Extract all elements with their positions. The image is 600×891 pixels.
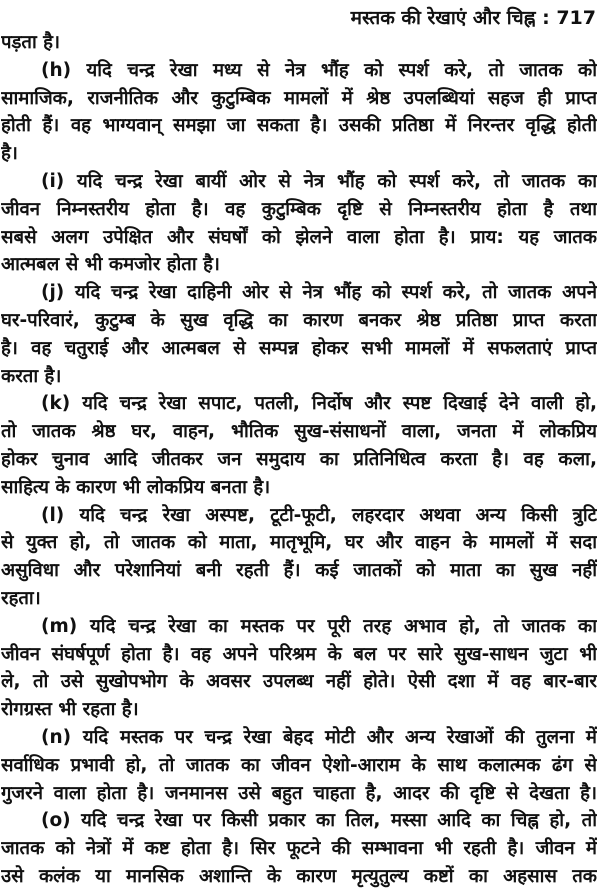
paragraph — [1, 613, 597, 724]
paragraph — [1, 502, 597, 613]
text-line: (l) यदि चन्द्र रेखा अस्पष्ट, टूटी-फूटी, लहरदार अथवा अन्य किसी त्रुटि — [41, 504, 597, 526]
text-line: पड़ता है। — [1, 32, 61, 53]
paragraph — [1, 29, 597, 57]
paragraph — [1, 807, 597, 890]
paragraph — [1, 57, 597, 168]
paragraph — [1, 724, 597, 807]
running-header: मस्तक की रेखाएं और चिह्न : 717 — [350, 7, 596, 29]
text-line: उसे कलंक या मानसिक अशान्ति के कारण मृत्युतुल्य कष्टों का अहसास तक — [1, 865, 597, 887]
text-line: आत्मबल से भी कमजोर होता है। — [1, 254, 220, 276]
paragraph — [1, 390, 597, 501]
text-line: सर्वाधिक प्रभावी हो, तो जातक का जीवन ऐशो-आराम के साथ कलात्मक ढंग से — [1, 754, 597, 776]
text-line: तो जातक श्रेष्ठ घर, वाहन, भौतिक सुख-संसाधनों वाला, जनता में लोकप्रिय — [1, 421, 597, 443]
text-line: सामाजिक, राजनीतिक और कुटुम्बिक मामलों में श्रेष्ठ उपलब्धियां सहज ही प्राप्त — [1, 87, 597, 109]
text-line: से युक्त हो, तो जातक को माता, मातृभूमि, घर और वाहन के मामलों में सदा — [1, 532, 597, 554]
text-line: (j) यदि चन्द्र रेखा दाहिनी ओर से नेत्र भौंह को स्पर्श करे, तो जातक अपने — [41, 282, 597, 304]
text-line: जीवन निम्नस्तरीय होता है। वह कुटुम्बिक दृष्टि से निम्नस्तरीय होता है तथा — [1, 198, 597, 220]
text-line: असुविधा और परेशानियां बनी रहती हैं। कई जातकों को माता का सुख नहीं — [1, 560, 597, 582]
text-line: (n) यदि मस्तक पर चन्द्र रेखा बेहद मोटी और अन्य रेखाओं की तुलना में — [41, 726, 597, 748]
text-line: ले, तो उसे सुखोपभोग के अवसर उपलब्ध नहीं होते। ऐसी दशा में वह बार-बार — [1, 671, 597, 693]
text-line: (m) यदि चन्द्र रेखा का मस्तक पर पूरी तरह अभाव हो, तो जातक का — [41, 615, 597, 637]
text-line: जातक को नेत्रों में कष्ट होता है। सिर फूटने की सम्भावना भी रहती है। जीवन में — [1, 838, 597, 860]
text-line: घर-परिवारं, कुटुम्ब के सुख वृद्धि का कारण बनकर श्रेष्ठ प्रतिष्ठा प्राप्त करता — [1, 309, 597, 331]
text-line: होकर चुनाव आदि जीतकर जन समुदाय का प्रतिनिधित्व करता है। वह कला, — [1, 448, 597, 470]
text-line: रहता। — [1, 587, 41, 609]
text-line: है। — [1, 143, 18, 165]
text-line: करता है। — [1, 365, 62, 387]
paragraph — [1, 168, 597, 279]
paragraph — [1, 279, 597, 390]
page-body — [1, 29, 597, 891]
text-line: (k) यदि चन्द्र रेखा सपाट, पतली, निर्दोष और स्पष्ट दिखाई देने वाली हो, — [41, 393, 597, 415]
text-line: (o) यदि चन्द्र रेखा पर किसी प्रकार का तिल, मस्सा आदि का चिह्न हो, तो — [41, 810, 597, 832]
text-line: गुजरने वाला होता है। जनमानस उसे बहुत चाहता है, आदर की दृष्टि से देखता है। — [1, 782, 597, 804]
text-line: होती हैं। वह भाग्यवान् समझा जा सकता है। उसकी प्रतिष्ठा में निरन्तर वृद्धि होती — [1, 115, 597, 137]
text-line: (h) यदि चन्द्र रेखा मध्य से नेत्र भौंह को स्पर्श करे, तो जातक को — [41, 59, 597, 81]
text-line: जीवन संघर्षपूर्ण होता है। वह अपने परिश्रम के बल पर सारे सुख-साधन जुटा भी — [1, 643, 597, 665]
text-line: रोगग्रस्त भी रहता है। — [1, 699, 139, 721]
text-line: है। वह चतुराई और आत्मबल से सम्पन्न होकर सभी मामलों में सफलताएं प्राप्त — [1, 337, 597, 359]
text-line: (i) यदि चन्द्र रेखा बायीं ओर से नेत्र भौंह को स्पर्श करे, तो जातक का — [41, 170, 597, 192]
text-line: साहित्य के कारण भी लोकप्रिय बनता है। — [1, 476, 271, 498]
text-line: सबसे अलग उपेक्षित और संघर्षों को झेलने वाला होता है। प्राय: यह जातक — [1, 226, 597, 248]
